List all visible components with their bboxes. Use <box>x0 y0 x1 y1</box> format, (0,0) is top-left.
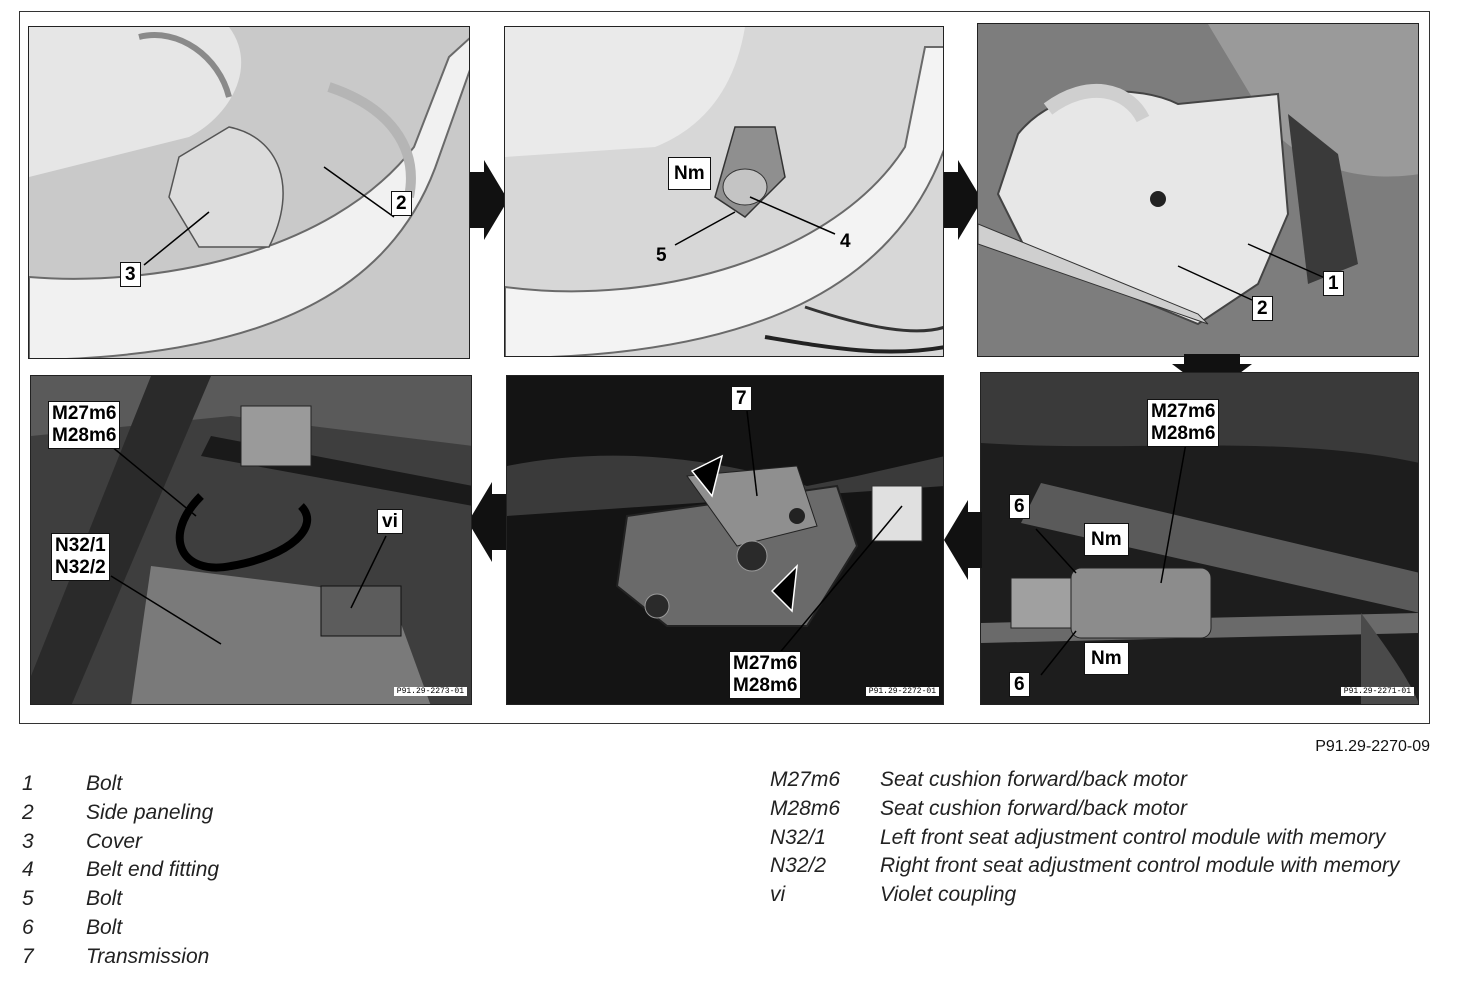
callout-7: 7 <box>731 386 752 411</box>
panel-5-transmission <box>506 375 944 705</box>
legend-row <box>770 797 1440 826</box>
legend-desc: Seat cushion forward/back motor <box>880 796 1187 820</box>
legend-key: N32/2 <box>770 854 827 878</box>
callout-6-upper: 6 <box>1009 494 1030 519</box>
callout-1: 1 <box>1323 271 1344 296</box>
panel-4-code: P91.29-2271-01 <box>1341 687 1414 696</box>
legend-desc: Violet coupling <box>880 883 1017 907</box>
panel-6-control-module <box>30 375 472 705</box>
label-m27m6: M27m6 <box>52 403 117 424</box>
panel-3-illustration <box>978 24 1419 357</box>
legend-row <box>770 826 1440 855</box>
arrow-left-icon <box>944 500 982 580</box>
legend-key: 1 <box>22 772 34 795</box>
legend-row <box>22 830 442 859</box>
callout-motor-code <box>48 401 120 449</box>
arrow-left-icon <box>468 482 506 562</box>
callout-5: 5 <box>656 245 667 266</box>
panel-5-illustration <box>507 376 944 705</box>
legend-key: M28m6 <box>770 796 841 820</box>
legend-key: N32/1 <box>770 825 827 849</box>
panel-3-side-panel-bolt <box>977 23 1419 357</box>
label-m28m6: M28m6 <box>733 675 798 696</box>
legend-desc: Left front seat adjustment control module with memory <box>880 825 1386 849</box>
legend-left <box>22 772 442 974</box>
callout-3: 3 <box>120 262 141 287</box>
panel-5-code: P91.29-2272-01 <box>866 687 939 696</box>
panel-2-belt-end-fitting <box>504 26 944 357</box>
legend-key: 2 <box>22 800 34 824</box>
callout-6-lower: 6 <box>1009 672 1030 697</box>
legend-desc: Bolt <box>86 915 123 939</box>
label-m27m6: M27m6 <box>1151 401 1216 422</box>
legend-key: 7 <box>22 944 34 968</box>
legend-row <box>22 945 442 974</box>
callout-module-code <box>51 533 110 581</box>
legend-row <box>22 858 442 887</box>
callout-4: 4 <box>840 231 851 252</box>
legend-desc: Right front seat adjustment control module with memory <box>880 854 1400 878</box>
callout-nm: Nm <box>668 157 711 190</box>
figure-id: P91.29-2270-09 <box>1315 738 1430 755</box>
legend-key: 4 <box>22 858 34 882</box>
legend-row <box>22 772 442 801</box>
legend-row <box>22 916 442 945</box>
legend-key: 5 <box>22 887 34 911</box>
label-n32-2: N32/2 <box>55 557 106 578</box>
legend-key: 3 <box>22 829 34 853</box>
legend-key: 6 <box>22 915 34 939</box>
callout-2: 2 <box>1252 296 1273 321</box>
legend-desc: Side paneling <box>86 800 214 824</box>
legend-row <box>22 801 442 830</box>
panel-4-motor-bolts <box>980 372 1419 705</box>
panel-1-side-paneling <box>28 26 470 359</box>
legend-row <box>770 883 1440 912</box>
legend-desc: Belt end fitting <box>86 858 220 882</box>
callout-motor-code <box>729 651 801 699</box>
legend-desc: Bolt <box>86 772 123 795</box>
panel-2-illustration <box>505 27 944 357</box>
label-m28m6: M28m6 <box>1151 423 1216 444</box>
legend-desc: Bolt <box>86 887 123 911</box>
arrow-right-icon <box>470 160 508 240</box>
callout-nm-upper: Nm <box>1084 523 1129 556</box>
panel-6-code: P91.29-2273-01 <box>394 687 467 696</box>
label-m27m6: M27m6 <box>733 653 798 674</box>
legend-row <box>770 854 1440 883</box>
callout-2: 2 <box>391 191 412 216</box>
callout-vi: vi <box>377 509 403 534</box>
legend-key: vi <box>770 883 786 907</box>
callout-nm-lower: Nm <box>1084 642 1129 675</box>
label-n32-1: N32/1 <box>55 535 106 556</box>
label-m28m6: M28m6 <box>52 425 117 446</box>
legend-desc: Seat cushion forward/back motor <box>880 768 1187 791</box>
legend-desc: Cover <box>86 829 143 853</box>
legend-row <box>770 768 1440 797</box>
legend-right <box>770 768 1440 912</box>
legend-key: M27m6 <box>770 768 841 791</box>
legend-row <box>22 887 442 916</box>
legend-desc: Transmission <box>86 944 210 968</box>
callout-motor-code <box>1147 399 1219 447</box>
